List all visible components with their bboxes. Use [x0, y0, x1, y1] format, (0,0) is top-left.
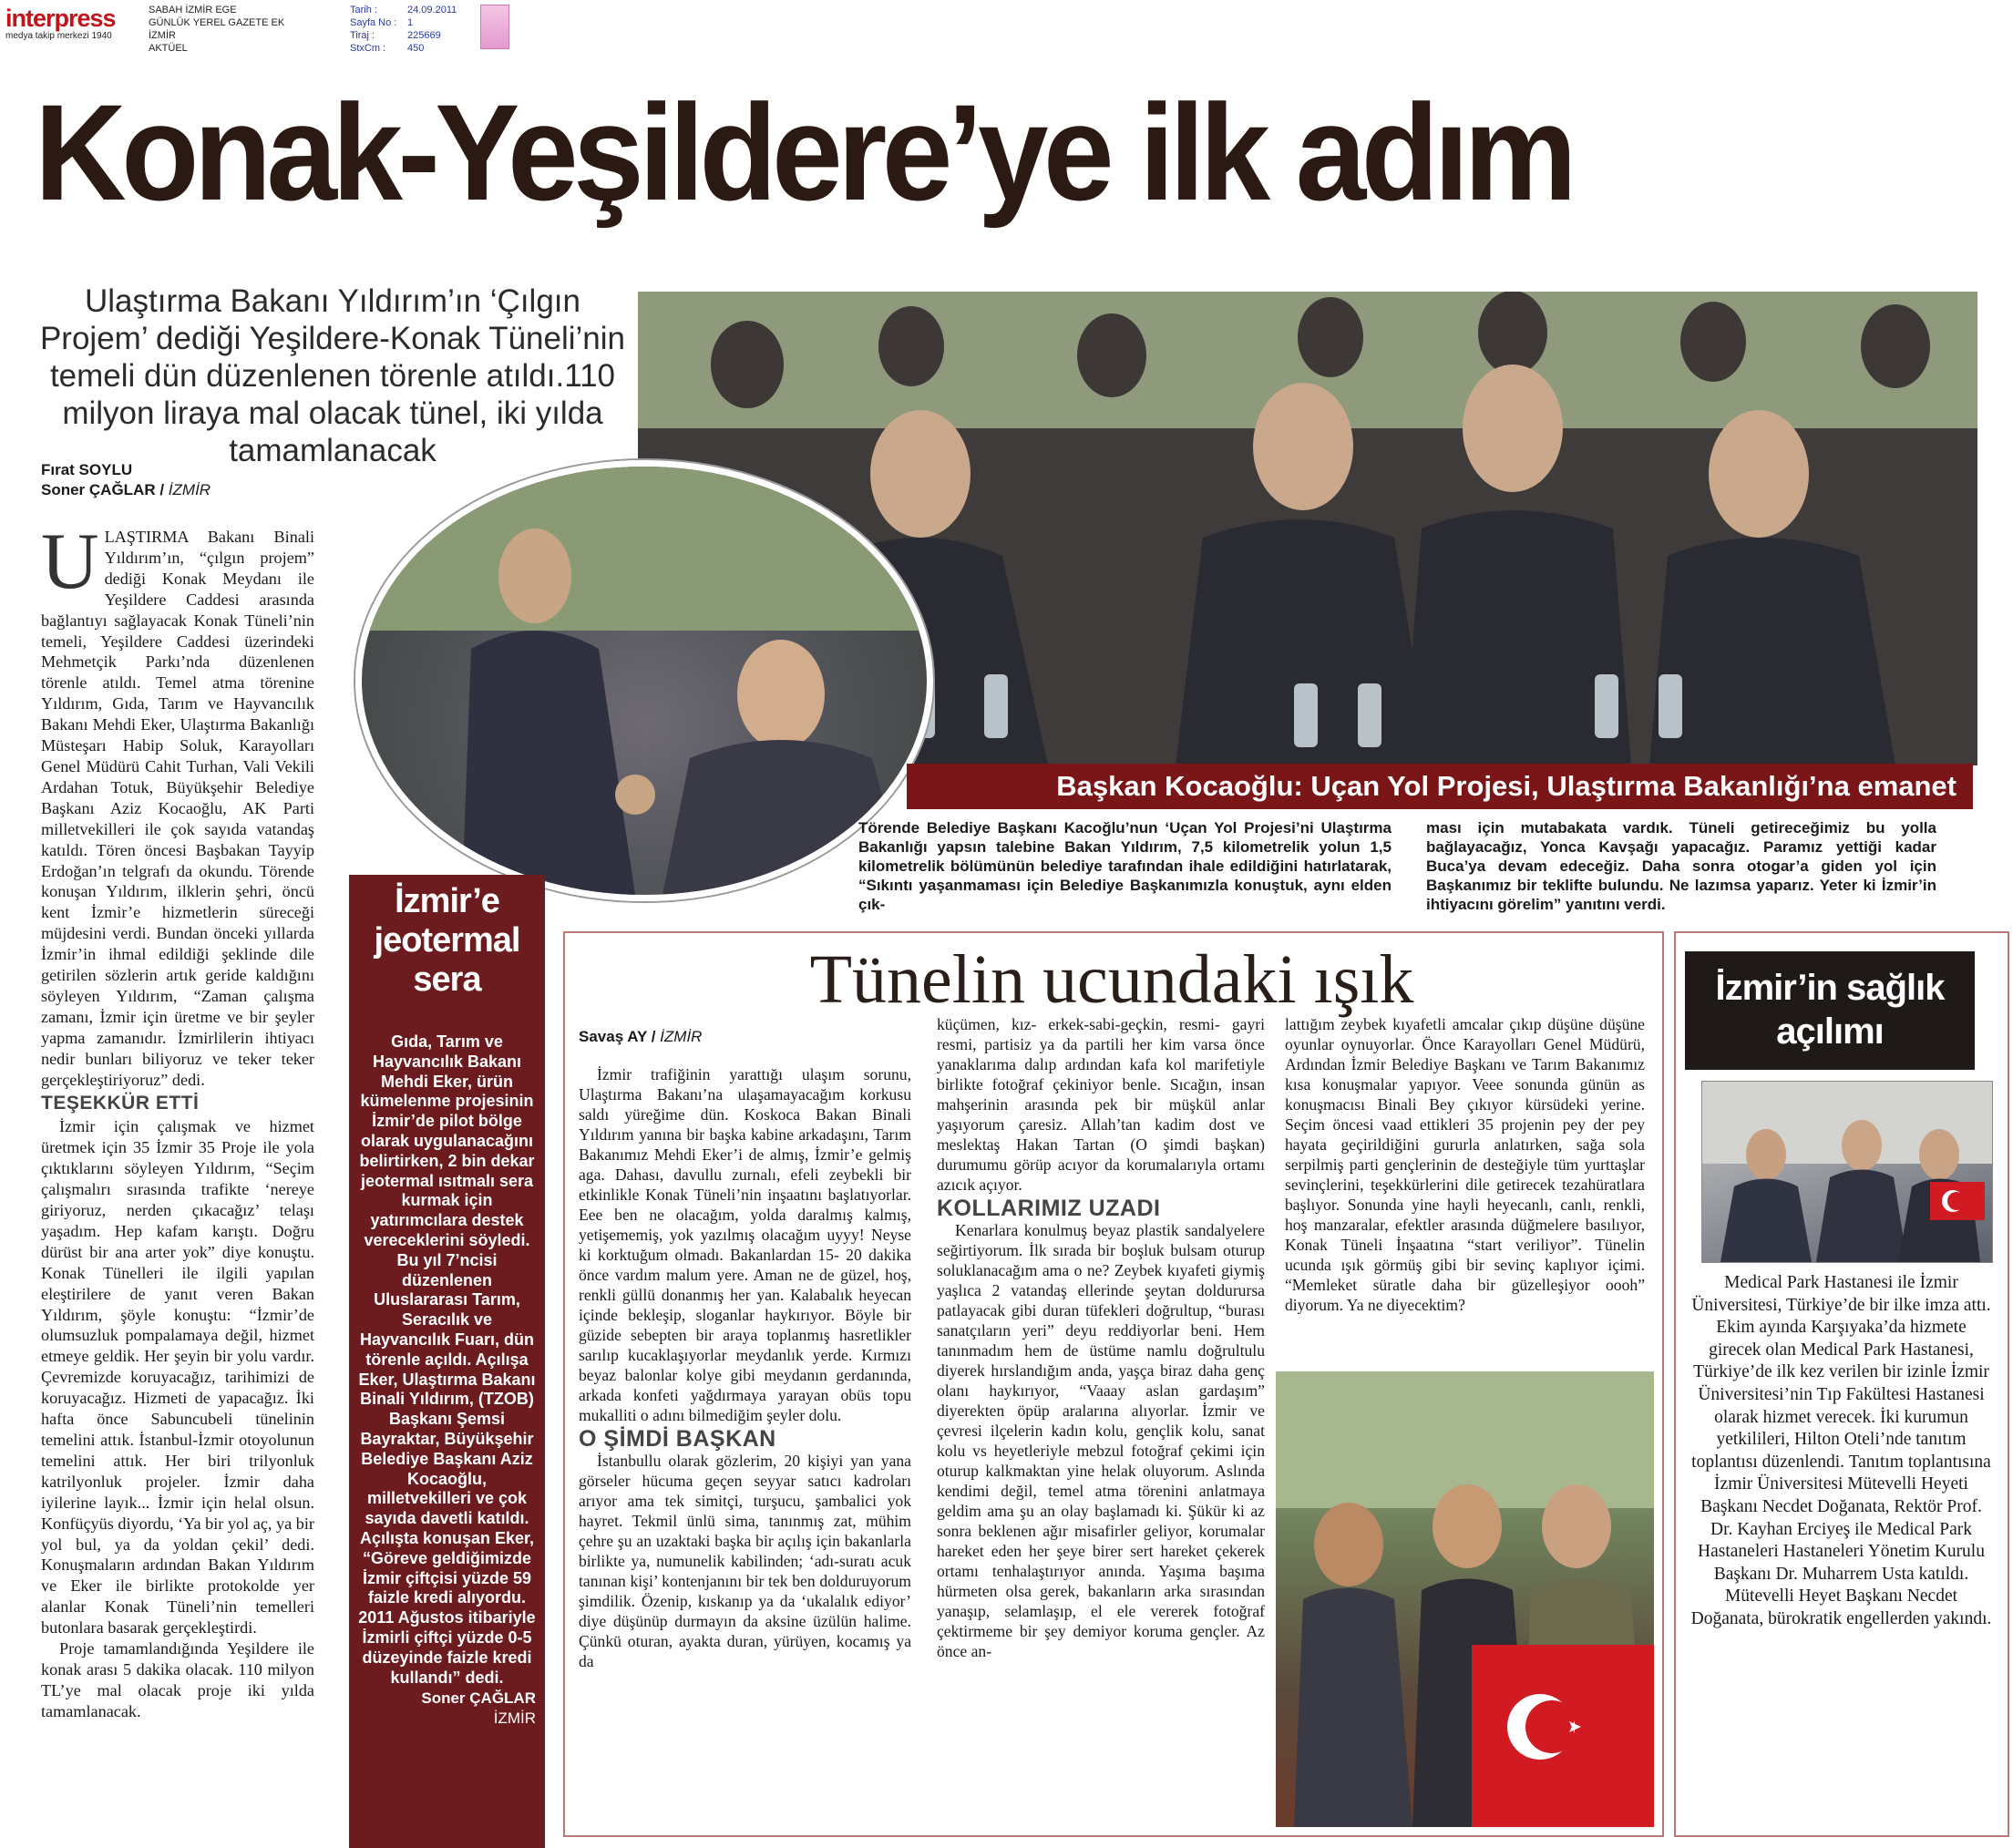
publication-name: SABAH İZMİR EGE: [149, 5, 237, 15]
meta-key: Tiraj :: [350, 30, 375, 41]
meta-circulation: 225669: [407, 30, 441, 41]
kocaoglu-banner: Başkan Kocaoğlu: Uçan Yol Projesi, Ulaştırma Bakanlığı’na emanet: [907, 764, 1973, 809]
article-byline: Fırat SOYLU Soner ÇAĞLAR / İZMİR: [41, 461, 211, 498]
meta-date: 24.09.2011: [407, 5, 457, 15]
health-sidebar-title: İzmir’in sağlık açılımı: [1685, 951, 1975, 1070]
publication-type: GÜNLÜK YEREL GAZETE EK: [149, 17, 285, 28]
tunnel-paragraph: Kenarlara konulmuş beyaz plastik sandalyelere seğirtiyorum. İlk sırada bir boşluk bulsam oturup soluklanacağım ama o ne? Zeybek kıyafeti giymiş yaşlıca 2 vatandaş ellerinde şeytan doldurursa patlayacak gibi duran tüfekleri doğrultup, “burası sanatçıların yeri” deyu reddiyorlar beni. Hem tanınmadım hem de üstüme namlu doğrultulu diyerek hırslandığım anda, yaşça biraz daha genç olanı haykırıyor, “Vaaay aslan gardaşım” diyerekten öpüp aralarına alıyorlar. İzmir ve çevresi ilçelerin kadın kolu, gençlik kolu, sanat kolu vs heyetleriyle mebzul fotoğraf çekimi için oturup kalkmaktan yine helak oluyorum. Aslında kendimi değil, temel atma törenini anlatmaya geldim ama şu an olay başlamadı ki. Şükür ki az sonra beklenen ağır misafirler geliyor, korumalar hareket eden her şeye birer sert hareket çekerek ortamı tenhalaştırıyor anında. Yaşıma başıma hürmeten olsa gerek, bakanların arka sırasından yanaşıp, selamlaşıp, el ele vererek fotoğraf çektirmeme bir şey demiyor koruma gençler. Az önce an-: [937, 1221, 1265, 1660]
meta-key: StxCm :: [350, 43, 386, 54]
zeybek-photo-graphic: [1276, 1371, 1654, 1827]
meta-page: 1: [407, 17, 414, 28]
health-photo-graphic: [1702, 1082, 1992, 1262]
interpress-logo: [5, 5, 142, 41]
byline-author-1: Fırat SOYLU: [41, 461, 133, 478]
main-story-paragraph: LAŞTIRMA Bakanı Binali Yıldırım’ın, “çılgın projem” dediği Konak Meydanı ile Yeşildere Caddesi arasında bağlantıyı sağlayacak Konak Tüneli’nin temeli, Yeşildere Caddesi üzerindeki Mehmetçik Parkı’nda düzenlenen törenle atıldı. Temel atma törenine Yıldırım, Gıda, Tarım ve Hayvancılık Bakanı Mehdi Eker, Ulaştırma Bakanlığı Müsteşarı Habip Soluk, Karayolları Genel Müdürü Cahit Turhan, Vali Vekili Ardahan Totuk, Büyükşehir Belediye Başkanı Aziz Kocaoğlu, AK Parti milletvekilleri ile çok sayıda vatandaş katıldı. Tören öncesi Başbakan Tayyip Erdoğan’ın telgrafı da okundu. Törende konuşan Yıldırım, ilklerin şehri, öncü kent İzmir’e hizmetlerin süreceği müjdesini verdi. Bundan önceki yıllarda İzmir’in ihmal edildiği şeklinde dile getirilen sözlerin artık geride kaldığını söyleyen Yıldırım, “Zaman çalışma zamanı, İzmir için üretme ve bir şeyler yapma zamanıdır. İzmirlilerin ihtiyacı nedir bunları biliyoruz ve teker teker gerçekleştiriyoruz” dedi.: [41, 528, 314, 1089]
byline-place: İZMİR: [168, 481, 211, 498]
health-body: Medical Park Hastanesi ile İzmir Üniversitesi, Türkiye’de bir ilke imza attı. Ekim ayında Karşıyaka’da hizmete girecek olan Medical Park Hastanesi, Türkiye’de ilk kez verilen bir izinle İzmir Üniversitesi’nin Tıp Fakültesi Hastanesi olarak hizmet verecek. İki kurumun yetkilileri, Hilton Oteli’nde tanıtım toplantısı düzenlendi. Tanıtım toplantısına İzmir Üniversitesi Mütevelli Heyeti Başkanı Necdet Doğanata, Rektör Prof. Dr. Kayhan Erciyeş ile Medical Park Hastaneleri Hastaneleri Yönetim Kurulu Başkanı Dr. Muharrem Usta katıldı. Mütevelli Heyet Başkanı Necdet Doğanata, bürokratik engellerden yakındı.: [1690, 1273, 1992, 1628]
sidebar-body: Gıda, Tarım ve Hayvancılık Bakanı Mehdi Eker, ürün kümelenme projesinin İzmir’de pilot bölge olarak uygulanacağını belirtirken, 2 bin dekar jeotermal ısıtmalı sera kurmak için yatırımcılara destek vereceklerini söyledi. Bu yıl 7’ncisi düzenlenen Uluslararası Tarım, Seracılık ve Hayvancılık Fuarı, dün törenle açıldı. Açılışa Eker, Ulaştırma Bakanı Binali Yıldırım, (TZOB) Başkanı Şemsi Bayraktar, Büyükşehir Belediye Başkanı Aziz Kocaoğlu, milletvekilleri ve çok sayıda davetli katıldı. Açılışta konuşan Eker, “Göreve geldiğimizde İzmir çiftçisi yüzde 59 faizle kredi alıyordu. 2011 Ağustos itibariyle İzmirli çiftçi yüzde 0-5 düzeyinde faizle kredi kullandı” dedi.: [358, 1032, 536, 1687]
tunnel-col-1: [579, 1064, 911, 1671]
tunnel-paragraph: küçümen, kız- erkek-sabi-geçkin, resmi- gayri resmi, partisiz ya da partili her kim varsa önce yanaklarıma dalıp ardından kafa kol marifetiyle birlikte fotoğraf çekiniyor benle. Sıcağın, insan mahşerinin arasında pek bir müşkül anlar yaşıyorum çaresiz. Allah’tan kadim dost ve meslektaş Hakan Tartan (O şimdi başkan) durumumu görüp acıyor da korumalarıyla ortamı azıcık açıyor.: [937, 1015, 1265, 1194]
tunnel-byline: Savaş AY / İZMİR: [579, 1028, 703, 1045]
health-photo: [1701, 1081, 1993, 1263]
handshake-photo: [355, 460, 933, 901]
tunnel-col-2: [937, 1014, 1265, 1661]
page-thumbnail: [480, 5, 509, 49]
publication-info: [149, 4, 284, 55]
handshake-photo-graphic: [362, 467, 927, 895]
meta-key: Sayfa No :: [350, 17, 397, 28]
jeotermal-sera-sidebar: [349, 875, 545, 1848]
tunnel-paragraph: İstanbullu olarak gözlerim, 20 kişiyi yan yana görseler hücuma geçen seyyar satıcı kadroları arıyor ama tek simitçi, turşucu, şambalici yok hayret. Tekmil ünlü sima, tanınmış zat, mühim çehre şu an uzaktaki başka bir açılış için bakanlarla birlikte ya, numunelik kabilinden; ‘adı-suratı acuk tanınan kişi’ kontenjanını bir tek ben dolduruyorum şimdilik. Özenip, kıskanıp ya da ‘ukalalık ediyor’ diye düşünüp durmayın da aksine üzülün halime. Çünkü oturan, ayakta duran, yürüyen, kocamış ya da: [579, 1452, 911, 1670]
tunnel-byline-place: İZMİR: [660, 1028, 703, 1045]
zeybek-photo: [1276, 1371, 1654, 1827]
tunnel-paragraph: İzmir trafiğinin yarattığı ulaşım sorunu, Ulaştırma Bakanı’na ulaşamayacağım korkusu saldı yüreğime dün. Koskoca Bakan Binali Yıldırım yanına bir başka kabine arkadaşını, Tarım Bakanımız Mehdi Eker’i de almış, İzmir’e gelmiş aga. Dahası, davullu zurnalı, efeli zeybekli bir etkinlikle Konak Tüneli’nin inşaatını başlatıyorlar. Eee ben ne olacağım, yolda daralmış kalmış, yetişememiş, yok yazılmış olacağım uyyy! Neyse ki korktuğum olmadı. Bakanlardan 15- 20 dakika önce vardım malum yere. Aman ne de güzel, hoş, renkli güllü donanmış her yan. Kalabalık heyecan içinde bekleşip, sloganlar haykırıyor. Böyle bir güzide sebepten bir araya toplanmış hasretlikler sarılıp kucaklaşıyorlar meydanlık yerde. Kırmızı beyaz balonlar kolye gibi meydanın gerdanında, arkada konfeti yağdırmaya yarayan obüs topu mukalliti o adını bilmediğim şeyler dolu.: [579, 1065, 911, 1424]
publication-city: İZMİR: [149, 30, 176, 41]
main-story: [41, 518, 314, 1722]
tunnel-col-3: [1285, 1014, 1645, 1315]
logo-tagline: medya takip merkezi 1940: [5, 31, 112, 41]
drop-cap: U: [41, 518, 99, 606]
logo-wordmark: interpress: [5, 5, 116, 32]
sidebar-title: İzmir’e jeotermal sera: [374, 882, 520, 999]
main-story-subhead: TEŞEKKÜR ETTİ: [41, 1093, 200, 1114]
tunnel-paragraph: lattığım zeybek kıyafetli amcalar çıkıp düşüne düşüne oyunlar oynuyorlar. Önce Karayolları Genel Müdürü, Ardından İzmir Belediye Başkanı ve Tarım Bakanımız kısa konuşmalar yapıyor. Veee sonunda günün as konuşmacısı Binali Bey çıkıyor kürsüdeki yerine. Seçim öncesi vaad ettikleri 35 projenin pey der pey hayata geçirildiğini gururla anlatırken, sağa sola serpilmiş parti gençlerinin de desteğiyle tüm yurttaşlar sevinçlerini, teşekkürlerini dile getirecek tezahüratlara başlıyor. Sonunda yine hayli heyecanlı, canlı, renkli, hoş manzaralar, efektler arasında düğmelere basılıyor, Konak Tüneli İnşaatına “start veriliyor”. Tünelin ucunda ışık görmüş gibi bir sevinç kaplıyor içimi. “Memleket süratle daha bir güzelleşiyor oooh” diyorum. Ya ne diyecektim?: [1285, 1015, 1645, 1314]
tunnel-subhead: O ŞİMDİ BAŞKAN: [579, 1426, 776, 1452]
meta-stxcm: 450: [407, 43, 425, 54]
sidebar-signature: Soner ÇAĞLAR: [421, 1689, 536, 1708]
page-headline: Konak-Yeşildere’ye ilk adım: [35, 76, 1572, 229]
kocaoglu-text-col2: ması için mutabakata vardık. Tüneli getireceğimiz bu yolla bağlayacağız, Yonca Kavşağı yapacağız. Paramız yettiği kadar Buca’ya devam edeceğiz. Daha sonra otogar’a giden yol için Başkanımız bir teklifte bulundu. Ne lazımsa yaparız. Yeter ki İzmir’in ihtiyacını görelim” yanıtını verdi.: [1426, 819, 1936, 913]
byline-author-2: Soner ÇAĞLAR: [41, 481, 156, 498]
publication-section: AKTÜEL: [149, 43, 188, 54]
meta-key: Tarih :: [350, 5, 377, 15]
main-story-paragraph: İzmir için çalışmak ve hizmet üretmek için 35 İzmir 35 Proje ile yola çıktıklarını söyleyen Yıldırım, “Seçim çalışmalırı sırasında trafikte ‘nereye giriyoruz, nerden çıkacağız’ telaşı yaşadım. Hep kafam karıştı. Doğru dürüst bir ana arter yok” diye konuştu. Konak Tünelleri ile ilgili yapılan eleştirilere de yanıt veren Bakan Yıldırım, şöyle konuştu: “İzmir’de olumsuzluk pompalamaya değil, hizmet etmeye geldik. Her şeyin bir yolu vardır. Çevremizde koruyacağız, tarihimizi de koruyacağız. Hizmeti de yapacağız. İki hafta önce Sabuncubeli tünelinin temelini attık. İstanbul-İzmir otoyolunun temelini attık. Her biri trilyonluk katrilyonluk projeler. İzmir daha iyilerine layık... İzmir için helal olsun. Konfüçyüs diyordu, ‘Ya bir yol aç, ya bir yol bul, ya da yoldan çekil’ dedi. Konuşmaların ardından Bakan Yıldırım ve Eker ile birlikte protokolde yer alanlar Konak Tüneli’nin temelleri butonlara basarak gerçekleştirdi.: [41, 1117, 314, 1638]
article-deck: Ulaştırma Bakanı Yıldırım’ın ‘Çılgın Projem’ dediği Yeşildere-Konak Tüneli’nin temeli dün düzenlenen törenle atıldı.110 milyon liraya mal olacak tünel, iki yılda tamamlanacak: [39, 283, 626, 468]
tunnel-byline-author: Savaş AY: [579, 1028, 647, 1045]
tunnel-story-title: Tünelin ucundaki ışık: [809, 941, 1414, 1018]
sidebar-signature-place: İZMİR: [493, 1709, 536, 1728]
clip-meta: [350, 4, 457, 55]
main-story-paragraph: Proje tamamlandığında Yeşildere ile konak arası 5 dakika olacak. 110 milyon TL’ye mal olacak proje iki yılda tamamlanacak.: [41, 1639, 314, 1720]
tunnel-subhead: KOLLARIMIZ UZADI: [937, 1196, 1161, 1221]
kocaoglu-text-col1: Törende Belediye Başkanı Kacoğlu’nun ‘Uçan Yol Projesi’ni Ulaştırma Bakanlığı yapsın talebine Bakan Yıldırım, 7,5 kilometrelik yolun 1,5 kilometrelik bölümünün belediye tarafından ihale edildiğini hatırlatarak, “Sıkıntı yaşanmaması için Belediye Başkanımızla konuştuk, aynı elden çık-: [858, 819, 1392, 913]
